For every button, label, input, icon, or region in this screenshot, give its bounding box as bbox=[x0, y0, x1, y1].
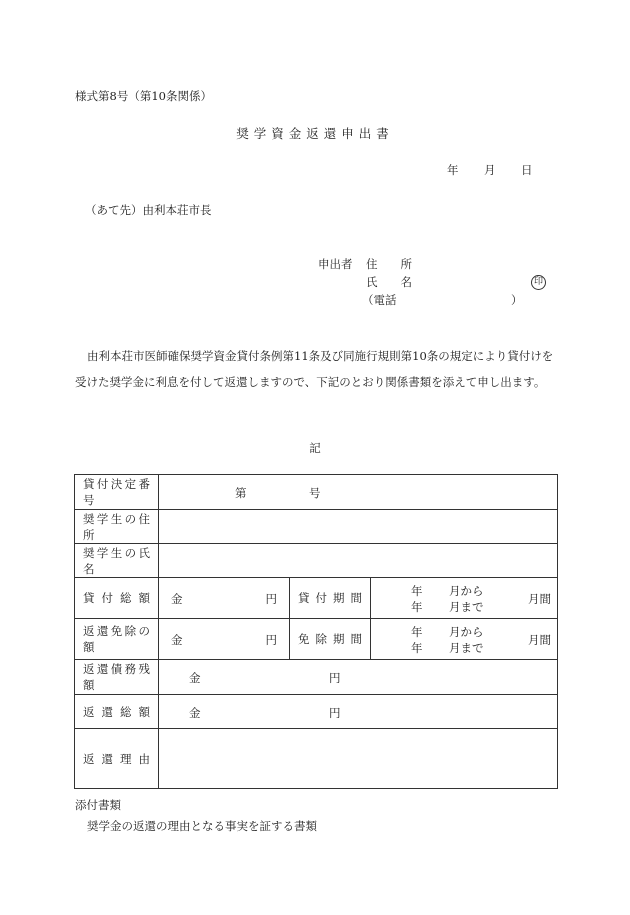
loan-total-label: 貸付総額 bbox=[75, 578, 159, 619]
exempt-period-value bbox=[371, 619, 558, 660]
remaining-label: 返還債務残額 bbox=[75, 660, 159, 695]
yen-prefix: 金 bbox=[171, 592, 183, 606]
remaining-value bbox=[159, 660, 558, 695]
yen-suffix: 円 bbox=[265, 592, 277, 606]
phone-open: （電話 bbox=[362, 293, 397, 307]
reason-value bbox=[159, 729, 558, 789]
loan-period-value bbox=[371, 578, 558, 619]
attachments-item: 奨学金の返還の理由となる事実を証する書類 bbox=[87, 819, 317, 833]
seal-icon: 印 bbox=[531, 275, 546, 290]
dai-text: 第 bbox=[235, 486, 247, 500]
loan-period-label: 貸付期間 bbox=[290, 578, 371, 619]
applicant-label: 申出者 bbox=[318, 257, 353, 271]
period-year: 年 bbox=[411, 625, 423, 639]
yen-suffix: 円 bbox=[329, 671, 341, 685]
attachments-label: 添付書類 bbox=[75, 798, 121, 812]
student-name-value bbox=[159, 544, 558, 578]
go-text: 号 bbox=[309, 486, 321, 500]
yen-prefix: 金 bbox=[189, 706, 201, 720]
period-months: 月間 bbox=[528, 592, 552, 606]
table-row bbox=[75, 475, 558, 510]
exempt-amount-label: 返還免除の額 bbox=[75, 619, 159, 660]
return-total-value bbox=[159, 695, 558, 729]
exempt-amount-value bbox=[159, 619, 290, 660]
student-name-label: 奨学生の氏名 bbox=[75, 544, 159, 578]
applicant-name-label: 氏 名 bbox=[366, 275, 412, 289]
period-year: 年 bbox=[411, 600, 423, 614]
period-from: 月から bbox=[449, 625, 484, 639]
table-row bbox=[75, 695, 558, 729]
yen-prefix: 金 bbox=[171, 633, 183, 647]
student-address-label: 奨学生の住所 bbox=[75, 510, 159, 544]
table-row bbox=[75, 510, 558, 544]
document-title: 奨学資金返還申出書 bbox=[236, 126, 394, 141]
yen-suffix: 円 bbox=[329, 706, 341, 720]
seal-mark bbox=[531, 273, 546, 290]
loan-decision-label: 貸付決定番号 bbox=[75, 475, 159, 510]
phone-close: ） bbox=[511, 293, 523, 307]
table-row bbox=[75, 660, 558, 695]
loan-total-value bbox=[159, 578, 290, 619]
exempt-period-label: 免除期間 bbox=[290, 619, 371, 660]
loan-decision-cell bbox=[159, 475, 558, 510]
table-row bbox=[75, 619, 558, 660]
period-to: 月まで bbox=[449, 641, 484, 655]
period-from: 月から bbox=[449, 584, 484, 598]
ki-label: 記 bbox=[309, 441, 321, 455]
addressee: （あて先）由利本荘市長 bbox=[85, 203, 212, 217]
form-number: 様式第8号（第10条関係） bbox=[75, 89, 212, 103]
period-year: 年 bbox=[411, 641, 423, 655]
date-year: 年 bbox=[447, 163, 459, 177]
date-day: 日 bbox=[521, 163, 533, 177]
table-row bbox=[75, 578, 558, 619]
table-row bbox=[75, 729, 558, 789]
date-month: 月 bbox=[484, 163, 496, 177]
table-row bbox=[75, 544, 558, 578]
return-total-label: 返還総額 bbox=[75, 695, 159, 729]
student-address-value bbox=[159, 510, 558, 544]
period-months: 月間 bbox=[528, 633, 552, 647]
period-year: 年 bbox=[411, 584, 423, 598]
reason-label: 返還理由 bbox=[75, 729, 159, 789]
yen-suffix: 円 bbox=[265, 633, 277, 647]
applicant-address-label: 住 所 bbox=[366, 257, 412, 271]
period-to: 月まで bbox=[449, 600, 484, 614]
yen-prefix: 金 bbox=[189, 671, 201, 685]
application-table bbox=[74, 474, 558, 789]
body-paragraph: 由利本荘市医師確保奨学資金貸付条例第11条及び同施行規則第10条の規定により貸付けを受けた奨学金に利息を付して返還しますので、下記のとおり関係書類を添えて申し出ます。 bbox=[75, 349, 554, 389]
